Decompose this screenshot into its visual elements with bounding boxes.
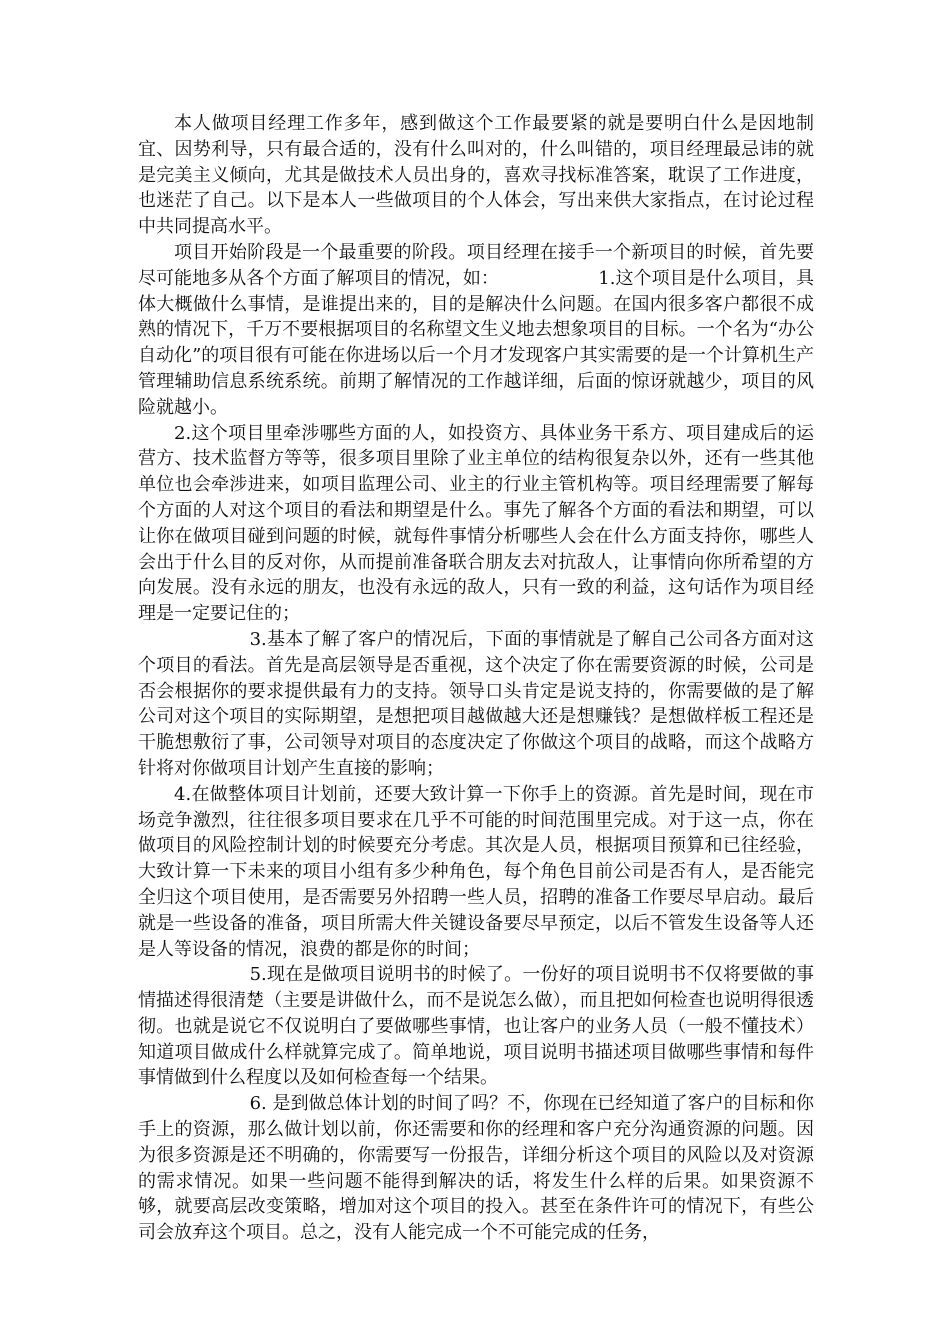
paragraph-project-start: 项目开始阶段是一个最重要的阶段。项目经理在接手一个新项目的时候，首先要尽可能地多从各个方面了解项目的情况，如： 1.这个项目是什么项目，具体大概做什么事情，是谁提出来的，目的是解决什么问题。在国内很多客户都很不成熟的情况下，千万不要根据项目的名称望文生义地去想象项目的目标。一个名为“办公自动化”的项目很有可能在你进场以后一个月才发现客户其实需要的是一个计算机生产管理辅助信息系统系统。前期了解情况的工作越详细，后面的惊讶就越少，项目的风险就越小。 [138, 241, 814, 418]
paragraph-item-5: 5.现在是做项目说明书的时候了。一份好的项目说明书不仅将要做的事情描述得很清楚（主要是讲做什么，而不是说怎么做），而且把如何检查也说明得很透彻。也就是说它不仅说明白了要做哪些事情，也让客户的业务人员（一般不懂技术）知道项目做成什么样就算完成了。简单地说，项目说明书描述项目做哪些事情和每件事情做到什么程度以及如何检查每一个结果。 [138, 964, 814, 1089]
paragraph-item-3: 3.基本了解了客户的情况后，下面的事情就是了解自己公司各方面对这个项目的看法。首先是高层领导是否重视，这个决定了你在需要资源的时候，公司是否会根据你的要求提供最有力的支持。领导口头肯定是说支持的，你需要做的是了解公司对这个项目的实际期望，是想把项目越做越大还是想赚钱？是想做样板工程还是干脆想敷衍了事，公司领导对项目的态度决定了你做这个项目的战略，而这个战略方针将对你做项目计划产生直接的影响； [138, 628, 814, 779]
paragraph-item-6: 6. 是到做总体计划的时间了吗？不，你现在已经知道了客户的目标和你手上的资源，那么做计划以前，你还需要和你的经理和客户充分沟通资源的问题。因为很多资源是还不明确的，你需要写一份报告，详细分析这个项目的风险以及对资源的需求情况。如果一些问题不能得到解决的话，将发生什么样的后果。如果资源不够，就要高层改变策略，增加对这个项目的投入。甚至在条件许可的情况下，有些公司会放弃这个项目。总之，没有人能完成一个不可能完成的任务， [138, 1093, 814, 1244]
paragraph-intro: 本人做项目经理工作多年，感到做这个工作最要紧的就是要明白什么是因地制宜、因势利导，只有最合适的，没有什么叫对的，什么叫错的，项目经理最忌讳的就是完美主义倾向，尤其是做技术人员出身的，喜欢寻找标准答案，耽误了工作进度，也迷茫了自己。以下是本人一些做项目的个人体会，写出来供大家指点，在讨论过程中共同提高水平。 [138, 113, 814, 238]
paragraph-item-2: 2.这个项目里牵涉哪些方面的人，如投资方、具体业务干系方、项目建成后的运营方、技术监督方等等，很多项目里除了业主单位的结构很复杂以外，还有一些其他单位也会牵涉进来，如项目监理公司、业主的行业主管机构等。项目经理需要了解每个方面的人对这个项目的看法和期望是什么。事先了解各个方面的看法和期望，可以让你在做项目碰到问题的时候，就每件事情分析哪些人会在什么方面支持你，哪些人会出于什么目的反对你，从而提前准备联合朋友去对抗敌人，让事情向你所希望的方向发展。没有永远的朋友，也没有永远的敌人，只有一致的利益，这句话作为项目经理是一定要记住的； [138, 422, 814, 625]
paragraph-item-4: 4.在做整体项目计划前，还要大致计算一下你手上的资源。首先是时间，现在市场竞争激烈，往往很多项目要求在几乎不可能的时间范围里完成。对于这一点，你在做项目的风险控制计划的时候要充分考虑。其次是人员，根据项目预算和已往经验，大致计算一下未来的项目小组有多少种角色，每个角色目前公司是否有人，是否能完全归这个项目使用，是否需要另外招聘一些人员，招聘的准备工作要尽早启动。最后就是一些设备的准备，项目所需大件关键设备要尽早预定，以后不管发生设备等人还是人等设备的情况，浪费的都是你的时间； [138, 783, 814, 960]
document-body [138, 111, 814, 1246]
